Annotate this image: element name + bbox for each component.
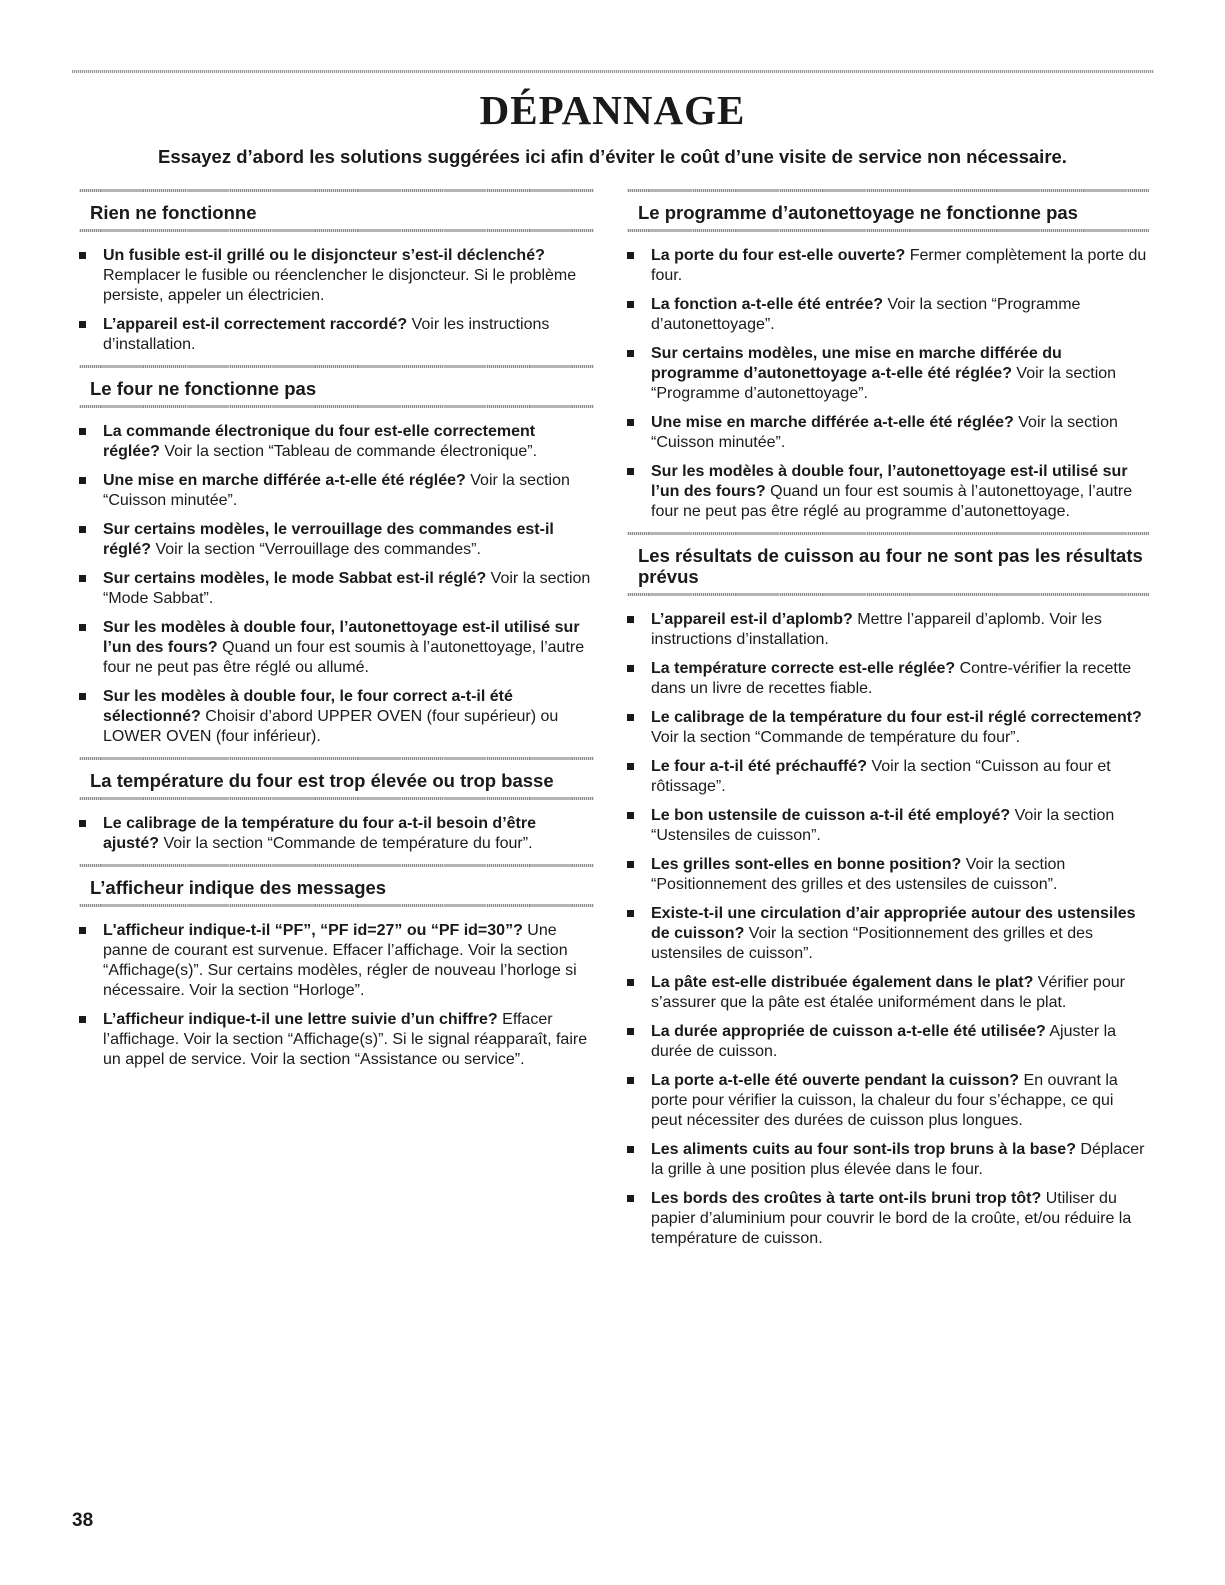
answer-text: Remplacer le fusible ou réenclencher le disjoncteur. Si le problème persiste, appeler un électricien.	[103, 267, 577, 304]
bullet-square-icon	[627, 419, 634, 426]
list-item	[627, 344, 1149, 404]
answer-text: Voir la section “Programme d’autonettoyage”.	[651, 296, 1081, 333]
list-item	[79, 315, 594, 355]
item-list	[627, 610, 1149, 1249]
list-item	[627, 462, 1149, 522]
list-item	[79, 422, 594, 462]
question-text: L'afficheur indique-t-il “PF”, “PF id=27” ou “PF id=30”?	[103, 922, 523, 939]
question-text: Une mise en marche différée a-t-elle été réglée?	[103, 472, 466, 489]
bullet-square-icon	[79, 477, 86, 484]
answer-text: Voir la section “Ustensiles de cuisson”.	[651, 807, 1115, 844]
answer-text: En ouvrant la porte pour vérifier la cuisson, la chaleur du four s’échappe, ce qui peut nécessiter des durées de cuisson plus longues.	[651, 1072, 1118, 1129]
list-item	[79, 569, 594, 609]
list-item	[627, 1071, 1149, 1131]
question-text: L’appareil est-il d’aplomb?	[651, 611, 853, 628]
answer-text: Une panne de courant est survenue. Effacer l’affichage. Voir la section “Affichage(s)”. Sur certains modèles, régler de nouveau l’horloge si nécessaire. Voir la section “Horloge”.	[103, 922, 577, 999]
bullet-square-icon	[627, 468, 634, 475]
question-text: Une mise en marche différée a-t-elle été réglée?	[651, 414, 1014, 431]
bullet-square-icon	[627, 350, 634, 357]
bullet-square-icon	[79, 321, 86, 328]
list-item	[627, 659, 1149, 699]
answer-text: Voir la section “Tableau de commande électronique”.	[159, 443, 538, 460]
bullet-square-icon	[79, 927, 86, 934]
list-item	[627, 855, 1149, 895]
bullet-square-icon	[627, 979, 634, 986]
bullet-square-icon	[627, 910, 634, 917]
answer-text: Voir la section “Positionnement des grilles et des ustensiles de cuisson”.	[651, 856, 1066, 893]
question-text: Le calibrage de la température du four est-il réglé correctement?	[651, 709, 1142, 726]
question-text: La fonction a-t-elle été entrée?	[651, 296, 884, 313]
item-list	[79, 422, 594, 747]
troubleshooting-section	[79, 365, 594, 747]
answer-text: Voir les instructions d’installation.	[103, 316, 550, 353]
section-title: Les résultats de cuisson au four ne sont pas les résultats prévus	[638, 545, 1143, 587]
top-divider	[72, 70, 1154, 73]
question-text: Sur les modèles à double four, l’autonettoyage est-il utilisé sur l’un des fours?	[103, 619, 580, 656]
bullet-square-icon	[627, 714, 634, 721]
page-number: 38	[72, 1510, 94, 1531]
section-header	[79, 189, 594, 232]
bullet-square-icon	[627, 1077, 634, 1084]
question-text: La température correcte est-elle réglée?	[651, 660, 956, 677]
troubleshooting-section	[79, 189, 594, 355]
section-header	[627, 532, 1149, 596]
item-list	[79, 814, 594, 854]
section-title: Le programme d’autonettoyage ne fonctionne pas	[638, 202, 1078, 223]
answer-text: Voir la section “Cuisson au four et rôtissage”.	[651, 758, 1111, 795]
bullet-square-icon	[627, 665, 634, 672]
bullet-square-icon	[79, 1016, 86, 1023]
bullet-square-icon	[627, 1195, 634, 1202]
answer-text: Voir la section “Commande de température du four”.	[651, 729, 1021, 746]
question-text: La porte du four est-elle ouverte?	[651, 247, 906, 264]
list-item	[79, 1010, 594, 1070]
section-title: Le four ne fonctionne pas	[90, 378, 317, 399]
list-item	[79, 814, 594, 854]
question-text: Le four a-t-il été préchauffé?	[651, 758, 868, 775]
item-list	[79, 921, 594, 1070]
bullet-square-icon	[79, 252, 86, 259]
question-text: Les grilles sont-elles en bonne position?	[651, 856, 962, 873]
question-text: Un fusible est-il grillé ou le disjoncteur s’est-il déclenché?	[103, 247, 545, 264]
answer-text: Mettre l’appareil d’aplomb. Voir les instructions d’installation.	[651, 611, 1102, 648]
list-item	[627, 1189, 1149, 1249]
answer-text: Effacer l’affichage. Voir la section “Affichage(s)”. Si le signal réapparaît, faire un appel de service. Voir la section “Assistance ou service”.	[103, 1011, 588, 1068]
answer-text: Voir la section “Verrouillage des commandes”.	[151, 541, 481, 558]
bullet-square-icon	[79, 428, 86, 435]
question-text: L’afficheur indique-t-il une lettre suivie d’un chiffre?	[103, 1011, 498, 1028]
troubleshooting-section	[627, 189, 1149, 522]
answer-text: Voir la section “Cuisson minutée”.	[651, 414, 1118, 451]
answer-text: Voir la section “Commande de température du four”.	[159, 835, 533, 852]
left-column	[79, 189, 594, 1080]
list-item	[627, 757, 1149, 797]
list-item	[627, 413, 1149, 453]
question-text: La pâte est-elle distribuée également dans le plat?	[651, 974, 1034, 991]
question-text: Le bon ustensile de cuisson a-t-il été employé?	[651, 807, 1011, 824]
bullet-square-icon	[627, 763, 634, 770]
bullet-square-icon	[79, 820, 86, 827]
list-item	[79, 618, 594, 678]
section-header	[627, 189, 1149, 232]
item-list	[627, 246, 1149, 522]
page-title: DÉPANNAGE	[479, 87, 746, 133]
troubleshooting-section	[79, 864, 594, 1070]
answer-text: Déplacer la grille à une position plus élevée dans le four.	[651, 1141, 1145, 1178]
bullet-square-icon	[79, 575, 86, 582]
list-item	[79, 687, 594, 747]
list-item	[627, 806, 1149, 846]
bullet-square-icon	[79, 526, 86, 533]
answer-text: Voir la section “Programme d’autonettoyage”.	[651, 365, 1117, 402]
question-text: Le calibrage de la température du four a-t-il besoin d’être ajusté?	[103, 815, 536, 852]
question-text: La commande électronique du four est-elle correctement réglée?	[103, 423, 536, 460]
question-text: Sur certains modèles, le verrouillage des commandes est-il réglé?	[103, 521, 554, 558]
section-header	[79, 365, 594, 408]
question-text: Les aliments cuits au four sont-ils trop bruns à la base?	[651, 1141, 1076, 1158]
bullet-square-icon	[627, 1146, 634, 1153]
bullet-square-icon	[627, 301, 634, 308]
answer-text: Voir la section “Positionnement des grilles et des ustensiles de cuisson”.	[651, 925, 1093, 962]
question-text: La porte a-t-elle été ouverte pendant la cuisson?	[651, 1072, 1020, 1089]
answer-text: Quand un four est soumis à l’autonettoyage, l’autre four ne peut pas être réglé ou allumé.	[103, 639, 585, 676]
list-item	[627, 708, 1149, 748]
list-item	[79, 246, 594, 306]
bullet-square-icon	[627, 861, 634, 868]
list-item	[627, 1140, 1149, 1180]
list-item	[627, 973, 1149, 1013]
bullet-square-icon	[79, 624, 86, 631]
answer-text: Voir la section “Cuisson minutée”.	[103, 472, 570, 509]
answer-text: Ajuster la durée de cuisson.	[651, 1023, 1117, 1060]
question-text: Sur les modèles à double four, le four correct a-t-il été sélectionné?	[103, 688, 513, 725]
answer-text: Choisir d’abord UPPER OVEN (four supérieur) ou LOWER OVEN (four inférieur).	[103, 708, 559, 745]
question-text: L’appareil est-il correctement raccordé?	[103, 316, 408, 333]
question-text: Sur certains modèles, une mise en marche différée du programme d’autonettoyage a-t-elle été réglée?	[651, 345, 1062, 382]
question-text: La durée appropriée de cuisson a-t-elle été utilisée?	[651, 1023, 1046, 1040]
section-title: L’afficheur indique des messages	[90, 877, 387, 898]
bullet-square-icon	[627, 812, 634, 819]
bullet-square-icon	[627, 1028, 634, 1035]
list-item	[627, 610, 1149, 650]
item-list	[79, 246, 594, 355]
right-column	[627, 189, 1149, 1259]
troubleshooting-section	[79, 757, 594, 854]
answer-text: Quand un four est soumis à l’autonettoyage, l’autre four ne peut pas être réglé au programme d’autonettoyage.	[651, 483, 1133, 520]
list-item	[627, 246, 1149, 286]
section-title: La température du four est trop élevée ou trop basse	[90, 770, 554, 791]
answer-text: Voir la section “Mode Sabbat”.	[103, 570, 591, 607]
section-header	[79, 757, 594, 800]
list-item	[627, 295, 1149, 335]
question-text: Les bords des croûtes à tarte ont-ils bruni trop tôt?	[651, 1190, 1042, 1207]
section-header	[79, 864, 594, 907]
list-item	[79, 921, 594, 1001]
list-item	[627, 1022, 1149, 1062]
bullet-square-icon	[627, 252, 634, 259]
list-item	[79, 471, 594, 511]
page-subtitle: Essayez d’abord les solutions suggérées ici afin d’éviter le coût d’une visite de service non nécessaire.	[158, 146, 1067, 167]
answer-text: Fermer complètement la porte du four.	[651, 247, 1147, 284]
bullet-square-icon	[79, 693, 86, 700]
list-item	[79, 520, 594, 560]
answer-text: Vérifier pour s’assurer que la pâte est étalée uniformément dans le plat.	[651, 974, 1125, 1011]
question-text: Sur certains modèles, le mode Sabbat est-il réglé?	[103, 570, 487, 587]
answer-text: Contre-vérifier la recette dans un livre de recettes fiable.	[651, 660, 1132, 697]
answer-text: Utiliser du papier d’aluminium pour couvrir le bord de la croûte, et/ou réduire la température de cuisson.	[651, 1190, 1132, 1247]
troubleshooting-section	[627, 532, 1149, 1249]
section-title: Rien ne fonctionne	[90, 202, 257, 223]
list-item	[627, 904, 1149, 964]
question-text: Existe-t-il une circulation d’air appropriée autour des ustensiles de cuisson?	[651, 905, 1136, 942]
question-text: Sur les modèles à double four, l’autonettoyage est-il utilisé sur l’un des fours?	[651, 463, 1128, 500]
bullet-square-icon	[627, 616, 634, 623]
